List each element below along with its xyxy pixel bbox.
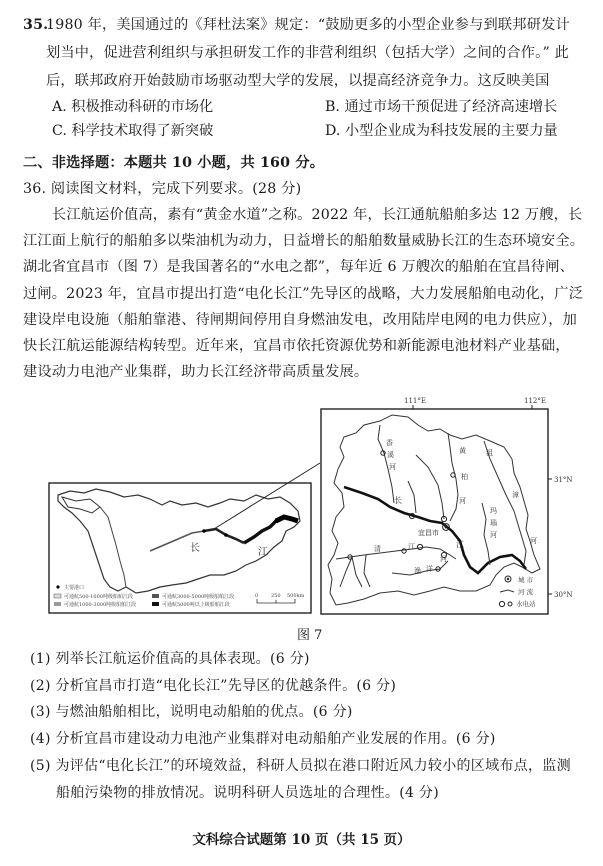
label-nao: 瑙 xyxy=(490,519,497,527)
legend-city-icon-inner xyxy=(507,578,509,580)
port-marker xyxy=(224,533,228,537)
label-31n: 31°N xyxy=(554,476,573,484)
page-footer: 文科综合试题第 10 页（共 15 页） xyxy=(192,832,411,848)
legend-hydropower-label: 水电站 xyxy=(516,600,536,608)
overview-river-char-jiang: 江 xyxy=(258,547,268,558)
q36-material-line-4: 过闸。2023 年，宜昌市提出打造“电化长江”先导区的战略，大力发展船舶电动化，广泛 xyxy=(23,286,584,302)
subquestion-4: (4) 分析宜昌市建设动力电池产业集群对电动船舶产业发展的作用。(6 分) xyxy=(30,731,496,747)
jinsha-river xyxy=(100,507,126,587)
q35-stem-line-1: 1980 年，美国通过的《拜杜法案》规定：“鼓励更多的小型企业参与到联邦研发计 xyxy=(46,17,570,33)
label-jiang: 江 xyxy=(456,540,464,549)
hydropower-icon xyxy=(402,549,406,553)
option-text: 科学技术取得了新突破 xyxy=(71,123,214,139)
label-yu: 渔 xyxy=(414,567,421,575)
side-stream-2 xyxy=(408,481,416,513)
option-letter: C. xyxy=(52,123,67,139)
qingjiang-river xyxy=(336,547,456,559)
legend-swatch-2 xyxy=(54,602,61,606)
side-stream-1 xyxy=(416,455,444,519)
yangtze-channel-2 xyxy=(204,529,244,543)
q35-stem-line-3: 后，联邦政府开始鼓励市场驱动型大学的发展，以提高经济竞争力。这反映美国 xyxy=(46,73,550,89)
q36-material-line-1: 长江航运价值高，素有“黄金水道”之称。2022 年，长江通航船舶多达 12 万艘，长 xyxy=(52,207,583,223)
subquestion-5-line-1: (5) 为评估“电化长江”的环境效益，科研人员拟在港口附近风力较小的区域布点，监测 xyxy=(30,758,571,774)
label-111e: 111°E xyxy=(404,397,426,405)
scale-label-0: 0 xyxy=(255,593,259,599)
jinsha-upper-outline xyxy=(62,497,100,513)
q36-material-line-5: 建设岸电设施（船舶靠港、待闸期间停用自身燃油发电，改用陆岸电网的电力供应），加 xyxy=(23,312,578,328)
port-marker xyxy=(274,519,278,523)
qingjiang-branch-3 xyxy=(364,555,370,587)
qingjiang-branch-2 xyxy=(352,557,362,587)
option-letter: A. xyxy=(52,99,67,115)
q35-number: 35. xyxy=(23,17,49,33)
manao-river xyxy=(482,503,490,565)
hydropower-icon xyxy=(417,544,422,549)
label-he-manao: 河 xyxy=(490,531,497,539)
subquestion-1: (1) 列举长江航运价值高的具体表现。(6 分) xyxy=(30,651,310,667)
option-letter: B. xyxy=(325,99,340,115)
figure-7-maps xyxy=(0,395,603,635)
q36-material-line-3: 湖北省宜昌市（图 7）是我国著名的“水电之都”，每年近 6 万艘次的船舶在宜昌待闸、 xyxy=(23,259,575,275)
label-huang: 黄 xyxy=(459,447,466,455)
subquestion-5-line-2: 船舶污染物的排放情况。说明科研人员选址的合理性。(4 分) xyxy=(56,785,439,801)
label-ju: 沮 xyxy=(486,449,493,457)
q36-material-line-7: 建设动力电池产业集群，助力长江经济带高质量发展。 xyxy=(23,364,369,380)
q36-material-line-6: 快长江航运能源结构转型。近年来，宜昌市依托资源优势和新能源电池材料产业基础， xyxy=(23,338,570,354)
yangtze-channel-4 xyxy=(276,517,298,521)
yangtze-channel-3 xyxy=(244,521,276,543)
overview-map xyxy=(49,463,320,613)
label-yang: 洋 xyxy=(426,565,433,573)
legend-label-3: 可通航3000-5000吨级船舶江段 xyxy=(162,594,235,600)
label-qing: 清 xyxy=(374,545,381,553)
q35-stem-line-2: 划当中，促进营利组织与承担研发工作的非营利组织（包括大学）之间的合作。” 此 xyxy=(46,45,570,61)
q35-option-b xyxy=(325,98,557,116)
legend-hydropower-icon xyxy=(499,601,504,606)
option-text: 通过市场干预促进了经济高速增长 xyxy=(344,99,558,115)
scale-bar xyxy=(257,599,295,603)
subquestion-3: (3) 与燃油船舶相比，说明电动船舶的优点。(6 分) xyxy=(30,704,353,720)
label-30n: 30°N xyxy=(554,591,573,599)
legend-port-symbol xyxy=(56,585,59,588)
overview-river-char-chang: 长 xyxy=(190,543,200,554)
legend-label-4: 可通航5000吨以上级船舶江段 xyxy=(162,602,230,608)
city-label-yichang: 宜昌市 xyxy=(418,529,439,537)
option-text: 小型企业成为科技发展的主要力量 xyxy=(344,123,558,139)
label-he-juzhang: 河 xyxy=(530,537,537,545)
label-he-yuyang: 河 xyxy=(440,555,447,563)
label-jiang-qing: 江 xyxy=(408,543,415,551)
legend-river-label: 河 流 xyxy=(518,588,534,596)
legend-label-1: 可通航500-1000吨级船舶江段 xyxy=(64,594,133,600)
legend-swatch-1 xyxy=(54,594,61,598)
q36-intro: 36. 阅读图文材料，完成下列要求。(28 分) xyxy=(23,181,302,197)
yangtze-basin-outline xyxy=(58,489,300,593)
scale-label-250: 250 xyxy=(271,593,281,599)
label-he-xiangxi: 河 xyxy=(389,463,396,471)
q36-material-line-2: 江江面上航行的船舶多以柴油机为动力，日益增长的船舶数量威胁长江的生态环境安全。 xyxy=(23,233,585,249)
juzhang-river xyxy=(484,441,526,565)
label-zhang: 漳 xyxy=(512,491,519,499)
scale-label-500: 500km xyxy=(287,593,305,599)
callout-line xyxy=(214,463,320,529)
label-chang: 长 xyxy=(394,496,402,505)
legend-swatch-4 xyxy=(152,602,159,606)
label-112e: 112°E xyxy=(524,397,546,405)
option-text: 积极推动科研的市场化 xyxy=(71,99,214,115)
q35-option-a xyxy=(52,98,213,116)
subquestion-2: (2) 分析宜昌市打造“电化长江”先导区的优越条件。(6 分) xyxy=(30,678,397,694)
legend-river-icon xyxy=(500,590,514,592)
legend-port-label: 主要港口 xyxy=(64,585,85,591)
q35-option-d xyxy=(325,122,558,140)
label-xi: 溪 xyxy=(387,451,394,459)
section-heading: 二、非选择题：本题共 10 小题，共 160 分。 xyxy=(23,155,325,171)
label-ma: 玛 xyxy=(490,507,497,515)
legend-label-2: 可通航1000-3000吨级船舶江段 xyxy=(64,602,137,608)
option-letter: D. xyxy=(325,123,341,139)
detail-map xyxy=(321,397,573,614)
label-he-huangbai: 河 xyxy=(459,497,466,505)
label-xiang: 香 xyxy=(386,439,393,447)
legend-city-label: 城 市 xyxy=(518,576,534,584)
port-marker xyxy=(202,529,206,533)
qingjiang-branch-1 xyxy=(340,557,352,587)
figure-caption: 图 7 xyxy=(297,628,323,643)
legend-hydropower-icon-small xyxy=(508,602,512,606)
legend-swatch-3 xyxy=(152,594,159,598)
q35-option-c xyxy=(52,122,213,140)
label-bai: 柏 xyxy=(461,473,468,481)
city-marker-yichang-inner xyxy=(445,526,448,529)
